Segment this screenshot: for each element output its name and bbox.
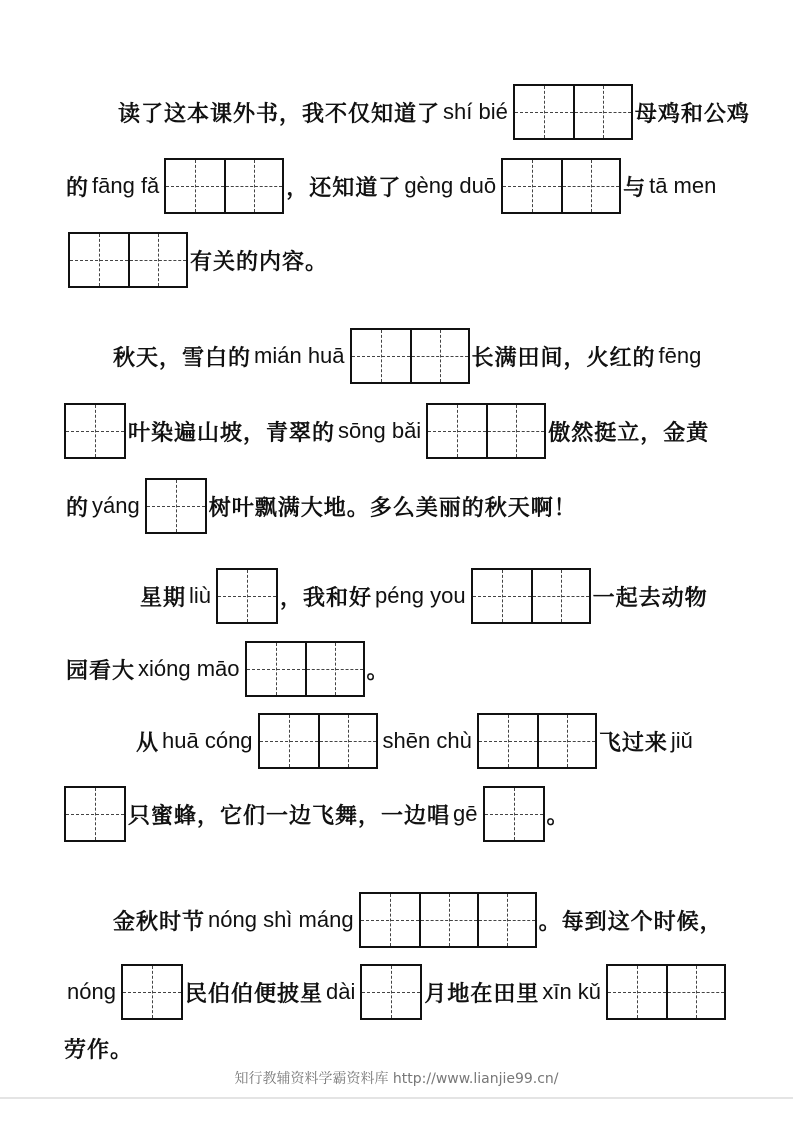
tianzige-cell[interactable]: [352, 330, 410, 382]
sentence-text: 树叶飘满大地。多么美丽的秋天啊！: [208, 494, 577, 521]
pinyin-prompt: dài: [325, 979, 356, 1004]
text-line: [66, 476, 577, 536]
tianzige-cell[interactable]: [70, 234, 128, 286]
tianzige-cell[interactable]: [515, 86, 573, 138]
tianzige-cell[interactable]: [473, 570, 531, 622]
tianzige-cell[interactable]: [123, 966, 181, 1018]
sentence-text: 劳作。: [64, 1036, 134, 1063]
sentence-text: 民伯伯便披星: [184, 980, 323, 1007]
tianzige-answer-box[interactable]: [64, 403, 126, 459]
tianzige-answer-box[interactable]: [360, 964, 422, 1020]
text-line: [118, 82, 750, 142]
tianzige-cell[interactable]: [128, 234, 186, 286]
tianzige-cell[interactable]: [305, 643, 363, 695]
pinyin-prompt: gē: [453, 801, 478, 826]
text-line: [66, 156, 719, 216]
tianzige-answer-box[interactable]: [216, 568, 278, 624]
sentence-text: 秋天，雪白的: [113, 344, 252, 371]
text-line: [62, 401, 709, 461]
text-line: [62, 784, 570, 844]
tianzige-answer-box[interactable]: [64, 786, 126, 842]
tianzige-answer-box[interactable]: [606, 964, 726, 1020]
sentence-text: 。: [366, 657, 390, 684]
tianzige-cell[interactable]: [608, 966, 666, 1018]
text-line: [140, 566, 708, 626]
sentence-text: 读了这本课外书，我不仅知道了: [118, 100, 441, 127]
tianzige-cell[interactable]: [486, 405, 544, 457]
text-line: [66, 230, 328, 290]
tianzige-cell[interactable]: [410, 330, 468, 382]
pinyin-prompt: xióng māo: [138, 656, 240, 681]
tianzige-answer-box[interactable]: [350, 328, 470, 384]
text-line: [66, 639, 390, 699]
tianzige-cell[interactable]: [260, 715, 318, 767]
pinyin-prompt: mián huā: [254, 343, 345, 368]
tianzige-cell[interactable]: [224, 160, 282, 212]
tianzige-answer-box[interactable]: [145, 478, 207, 534]
sentence-text: 只蜜蜂，它们一边飞舞，一边唱: [128, 802, 451, 829]
tianzige-answer-box[interactable]: [359, 892, 537, 948]
pinyin-prompt: huā cóng: [162, 728, 253, 753]
tianzige-cell[interactable]: [561, 160, 619, 212]
pinyin-prompt: sōng bǎi: [338, 418, 422, 443]
tianzige-cell[interactable]: [537, 715, 595, 767]
tianzige-answer-box[interactable]: [245, 641, 365, 697]
sentence-text: 的: [66, 174, 90, 201]
pinyin-prompt: péng you: [375, 583, 466, 608]
tianzige-cell[interactable]: [573, 86, 631, 138]
bottom-divider: [0, 1097, 793, 1099]
sentence-text: 有关的内容。: [190, 248, 329, 275]
tianzige-cell[interactable]: [428, 405, 486, 457]
sentence-text: 金秋时节: [113, 908, 206, 935]
sentence-text: 母鸡和公鸡: [634, 100, 750, 127]
footer-watermark: 知行教辅资料学霸资料库 http://www.lianjie99.cn/: [234, 1071, 559, 1087]
tianzige-answer-box[interactable]: [477, 713, 597, 769]
pinyin-prompt: shí bié: [443, 99, 508, 124]
tianzige-cell[interactable]: [479, 715, 537, 767]
text-line: [113, 890, 723, 950]
pinyin-prompt: nóng shì máng: [208, 907, 354, 932]
tianzige-answer-box[interactable]: [426, 403, 546, 459]
tianzige-cell[interactable]: [147, 480, 205, 532]
pinyin-prompt: gèng duō: [404, 173, 497, 198]
tianzige-cell[interactable]: [362, 966, 420, 1018]
tianzige-cell[interactable]: [361, 894, 419, 946]
tianzige-answer-box[interactable]: [121, 964, 183, 1020]
tianzige-answer-box[interactable]: [164, 158, 284, 214]
sentence-text: 叶染遍山坡，青翠的: [128, 419, 336, 446]
sentence-text: 。: [546, 802, 570, 829]
tianzige-cell[interactable]: [531, 570, 589, 622]
tianzige-cell[interactable]: [477, 894, 535, 946]
tianzige-cell[interactable]: [247, 643, 305, 695]
tianzige-answer-box[interactable]: [68, 232, 188, 288]
tianzige-answer-box[interactable]: [471, 568, 591, 624]
tianzige-cell[interactable]: [666, 966, 724, 1018]
pinyin-prompt: jiǔ: [670, 728, 693, 753]
tianzige-answer-box[interactable]: [513, 84, 633, 140]
tianzige-cell[interactable]: [218, 570, 276, 622]
text-line: [113, 326, 704, 386]
tianzige-cell[interactable]: [66, 405, 124, 457]
tianzige-cell[interactable]: [503, 160, 561, 212]
text-line: [136, 711, 696, 771]
pinyin-prompt: xīn kǔ: [542, 979, 602, 1004]
pinyin-prompt: fāng fǎ: [92, 173, 160, 198]
sentence-text: 一起去动物: [592, 584, 708, 611]
sentence-text: 傲然挺立，金黄: [548, 419, 710, 446]
sentence-text: 长满田间，火红的: [471, 344, 656, 371]
pinyin-prompt: shēn chù: [382, 728, 472, 753]
sentence-text: 飞过来: [598, 729, 668, 756]
sentence-text: 与: [623, 174, 647, 201]
pinyin-prompt: fēng: [658, 343, 702, 368]
pinyin-prompt: yáng: [92, 493, 140, 518]
tianzige-cell[interactable]: [419, 894, 477, 946]
sentence-text: ，我和好: [280, 584, 373, 611]
tianzige-answer-box[interactable]: [258, 713, 378, 769]
tianzige-cell[interactable]: [166, 160, 224, 212]
sentence-text: ，还知道了: [286, 174, 402, 201]
pinyin-prompt: liù: [189, 583, 212, 608]
tianzige-cell[interactable]: [485, 788, 543, 840]
sentence-text: 。每到这个时候，: [538, 908, 723, 935]
text-line: [64, 962, 728, 1022]
tianzige-answer-box[interactable]: [501, 158, 621, 214]
tianzige-answer-box[interactable]: [483, 786, 545, 842]
pinyin-prompt: tā men: [649, 173, 717, 198]
sentence-text: 星期: [140, 584, 187, 611]
sentence-text: 园看大: [66, 657, 136, 684]
tianzige-cell[interactable]: [66, 788, 124, 840]
pinyin-prompt: nóng: [67, 979, 116, 1004]
sentence-text: 月地在田里: [424, 980, 540, 1007]
tianzige-cell[interactable]: [318, 715, 376, 767]
sentence-text: 的: [66, 494, 90, 521]
sentence-text: 从: [136, 729, 160, 756]
